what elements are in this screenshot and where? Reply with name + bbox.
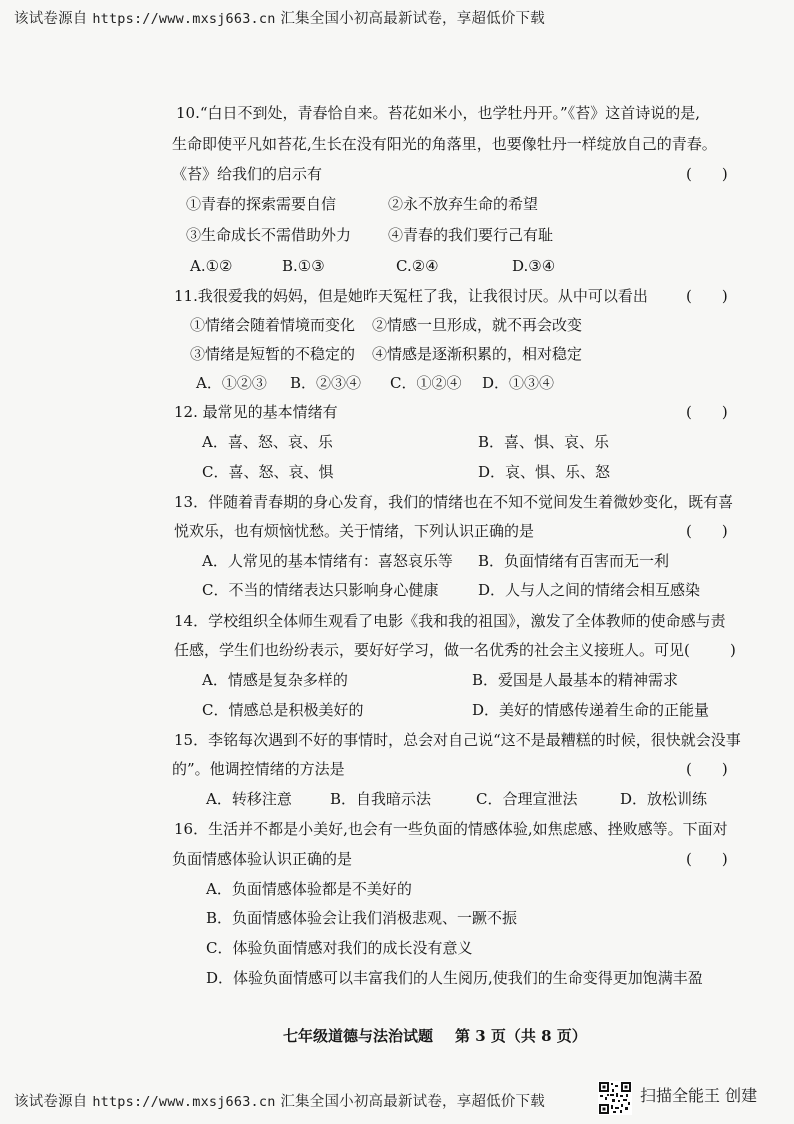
banner-suffix: 汇集全国小初高最新试卷，享超低价下载 [280,11,545,27]
q13-stem-line2: 悦欢乐，也有烦恼忧愁。关于情绪，下列认识正确的是 [174,522,535,540]
footer-page-number: 第 3 页（共 8 页） [455,1027,587,1045]
q12-option-a: A．喜、怒、哀、乐 [202,433,333,451]
q15-option-c: C．合理宣泄法 [476,790,578,808]
banner-url-link[interactable]: https://www.mxsj663.cn [92,1094,276,1110]
qr-code-icon [598,1081,632,1115]
q16-stem-line2: 负面情感体验认识正确的是 [172,850,353,868]
q11-statement-2: ②情感一旦形成，就不再会改变 [372,316,583,334]
q11-statement-4: ④情感是逐渐积累的，相对稳定 [372,345,583,363]
q15-stem-line2: 的”。他调控情绪的方法是 [172,760,345,778]
q11-statement-1: ①情绪会随着情境而变化 [190,316,356,334]
q16-option-a: A．负面情感体验都是不美好的 [206,880,412,898]
q15-option-a: A．转移注意 [206,790,292,808]
q10-statement-2: ②永不放弃生命的希望 [388,195,539,213]
q14-answer-bracket-close: ) [730,641,736,659]
q12-stem: 12. 最常见的基本情绪有 [174,403,338,421]
q10-option-b: B.①③ [282,257,325,275]
q12-option-b: B．喜、惧、哀、乐 [478,433,610,451]
q16-answer-bracket: ( ) [686,850,728,868]
q12-option-d: D．哀、惧、乐、怒 [478,463,611,481]
q16-option-d: D．体验负面情感可以丰富我们的人生阅历,使我们的生命变得更加饱满丰盈 [206,969,703,987]
banner-prefix: 该试卷源自 [14,11,88,27]
q16-option-b: B．负面情感体验会让我们消极悲观、一蹶不振 [206,909,518,927]
q15-option-b: B．自我暗示法 [330,790,432,808]
footer-subject: 七年级道德与法治试题 [283,1027,434,1045]
q14-stem-line2: 任感，学生们也纷纷表示，要好好学习，做一名优秀的社会主义接班人。可见( [174,641,690,659]
q14-option-d: D．美好的情感传递着生命的正能量 [472,701,710,719]
q14-option-c: C．情感总是积极美好的 [202,701,364,719]
banner-suffix: 汇集全国小初高最新试卷，享超低价下载 [280,1094,545,1110]
q12-option-c: C．喜、怒、哀、惧 [202,463,334,481]
q10-stem-line3: 《苔》给我们的启示有 [172,165,323,183]
q13-option-b: B．负面情绪有百害而无一利 [478,552,670,570]
q10-option-a: A.①② [190,257,233,275]
q15-answer-bracket: ( ) [686,760,728,778]
q11-answer-bracket: ( ) [686,287,728,305]
page-footer [283,1025,587,1046]
q13-option-a: A．人常见的基本情绪有：喜怒哀乐等 [202,552,453,570]
q11-option-c: C．①②④ [390,374,462,392]
q14-option-b: B．爱国是人最基本的精神需求 [472,671,679,689]
bottom-source-banner [14,1090,545,1111]
q14-stem-line1: 14．学校组织全体师生观看了电影《我和我的祖国》，激发了全体教师的使命感与责 [174,612,726,630]
top-source-banner [14,7,545,28]
q10-statement-3: ③生命成长不需借助外力 [186,226,352,244]
q15-stem-line1: 15．李铭每次遇到不好的事情时，总会对自己说“这不是最糟糕的时候，很快就会没事 [174,731,741,749]
q11-option-a: A．①②③ [196,374,267,392]
q14-option-a: A．情感是复杂多样的 [202,671,348,689]
q10-statement-4: ④青春的我们要行己有耻 [388,226,554,244]
q12-answer-bracket: ( ) [686,403,728,421]
banner-url-link[interactable]: https://www.mxsj663.cn [92,11,276,27]
q13-option-c: C．不当的情绪表达只影响身心健康 [202,581,439,599]
q13-option-d: D．人与人之间的情绪会相互感染 [478,581,701,599]
q16-stem-line1: 16．生活并不都是小美好,也会有一些负面的情感体验,如焦虑感、挫败感等。下面对 [174,820,728,838]
scanner-watermark: 扫描全能王 创建 [640,1086,758,1105]
q10-option-d: D.③④ [512,257,556,275]
q11-statement-3: ③情绪是短暂的不稳定的 [190,345,356,363]
q11-option-d: D．①③④ [482,374,555,392]
q15-option-d: D．放松训练 [620,790,708,808]
banner-prefix: 该试卷源自 [14,1094,88,1110]
q10-stem-line1: 10.“白日不到处，青春恰自来。苔花如米小，也学牡丹开。”《苔》这首诗说的是, [176,104,700,122]
q10-option-c: C.②④ [396,257,439,275]
q13-stem-line1: 13．伴随着青春期的身心发育，我们的情绪也在不知不觉间发生着微妙变化，既有喜 [174,493,734,511]
q13-answer-bracket: ( ) [686,522,728,540]
q10-stem-line2: 生命即使平凡如苔花,生长在没有阳光的角落里，也要像牡丹一样绽放自己的青春。 [172,135,717,153]
q10-statement-1: ①青春的探索需要自信 [186,195,337,213]
q11-option-b: B．②③④ [290,374,362,392]
q10-answer-bracket: ( ) [686,165,728,183]
q16-option-c: C．体验负面情感对我们的成长没有意义 [206,939,473,957]
q11-stem: 11.我很爱我的妈妈，但是她昨天冤枉了我，让我很讨厌。从中可以看出 [174,287,648,305]
